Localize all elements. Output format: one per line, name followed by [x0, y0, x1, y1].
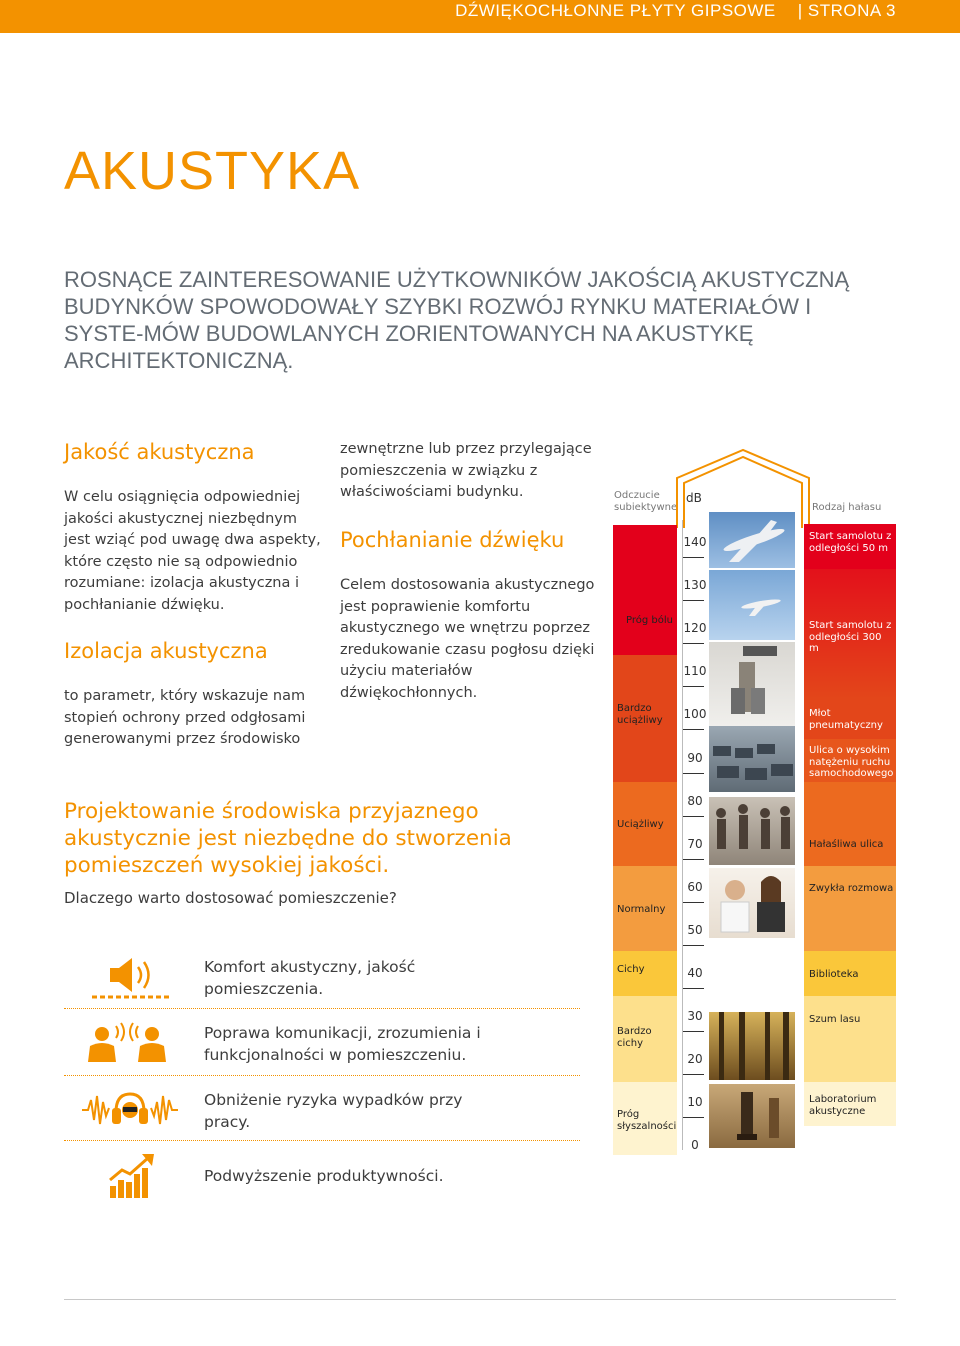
perception-label: Próg bólu	[626, 615, 673, 626]
speaker-icon	[82, 955, 178, 1015]
section-body-sound-insulation: to parametr, który wskazuje nam stopień ochrony przed odgłosami generowanymi przez środowisko	[64, 688, 306, 747]
db-tick-label: 0	[691, 1138, 699, 1153]
db-scale-axis	[682, 520, 683, 1150]
benefit-text-productivity: Podwyższenie produktywności.	[204, 1167, 444, 1185]
db-tick-mark	[682, 1031, 704, 1032]
noise-type-label: Zwykła rozmowa	[809, 883, 894, 894]
column-header-noise-type: Rodzaj hałasu	[812, 502, 882, 513]
perception-label: Próg słyszalności	[617, 1109, 677, 1132]
airplane-photo	[709, 570, 795, 640]
section-title-sound-absorption: Pochłanianie dźwięku	[340, 528, 565, 552]
perception-label: Normalny	[617, 904, 666, 915]
growth-chart-icon	[108, 1152, 204, 1212]
noise-band	[804, 782, 896, 866]
db-tick-mark	[682, 643, 704, 644]
section-title-acoustic-quality: Jakość akustyczna	[64, 440, 255, 464]
noise-type-label: Szum lasu	[809, 1014, 861, 1025]
db-tick-mark	[682, 600, 704, 601]
noise-type-label: Laboratorium akustyczne	[809, 1094, 877, 1117]
db-tick-label: 110	[683, 664, 707, 679]
db-tick-mark	[682, 1117, 704, 1118]
db-tick-label: 30	[687, 1009, 703, 1024]
header-text	[455, 0, 896, 33]
db-tick-label: 80	[687, 793, 703, 808]
section-body-sound-absorption: Celem dostosowania akustycznego jest poprawienie komfortu akustycznego we wnętrzu poprzez zredukowanie czasu pogłosu dzięki użyciu materiałów dźwiękochłonnych.	[340, 577, 595, 701]
db-tick-label: 100	[683, 707, 707, 722]
page-title: AKUSTYKA	[64, 141, 361, 201]
divider	[64, 1008, 580, 1009]
db-tick-mark	[682, 686, 704, 687]
divider	[64, 1140, 580, 1141]
conversation-photo	[709, 868, 795, 938]
page-number: | STRONA 3	[797, 1, 896, 20]
db-tick-label: 20	[687, 1052, 703, 1067]
db-tick-label: 60	[687, 879, 703, 894]
noise-type-label: Młot pneumatyczny	[809, 708, 883, 731]
db-tick-label: 140	[683, 535, 707, 549]
db-tick-mark	[682, 859, 704, 860]
db-tick-mark	[682, 816, 704, 817]
benefit-text-safety: Obniżenie ryzyka wypadków przy pracy.	[204, 1091, 463, 1131]
noise-type-label: Ulica o wysokim natężeniu ruchu samochodowego	[809, 745, 894, 779]
benefit-text-communication: Poprawa komunikacji, zrozumienia i funkcjonalności w pomieszczeniu.	[204, 1024, 481, 1064]
crowd-photo	[709, 797, 795, 865]
column-header-perception: Odczucie subiektywne	[614, 490, 678, 513]
callout-heading: Projektowanie środowiska przyjaznego akustycznie jest niezbędne do stworzenia pomieszczeń wysokiej jakości.	[64, 799, 512, 878]
lead-paragraph: ROSNĄCE ZAINTERESOWANIE UŻYTKOWNIKÓW JAKOŚCIĄ AKUSTYCZNĄ BUDYNKÓW SPOWODOWAŁY SZYBKI ROZWÓJ RYNKU MATERIAŁÓW I SYSTE-MÓW BUDOWLANYCH ZORIENTOWANYCH NA AKUSTYKĘ ARCHITEKTONICZNĄ.	[64, 267, 850, 373]
db-tick-mark	[682, 773, 704, 774]
traffic-photo	[709, 726, 795, 792]
db-tick-label: 40	[687, 966, 703, 980]
db-tick-mark	[682, 945, 704, 946]
column-header-db: dB	[686, 491, 702, 505]
db-tick-mark	[682, 902, 704, 903]
noise-band	[804, 996, 896, 1082]
perception-label: Uciążliwy	[617, 819, 664, 830]
db-tick-label: 10	[687, 1095, 703, 1110]
db-tick-mark	[682, 729, 704, 730]
people-talking-icon	[82, 1020, 178, 1080]
db-tick-label: 120	[683, 621, 707, 636]
perception-band-pain	[613, 525, 677, 655]
question-text: Dlaczego warto dostosować pomieszczenie?	[64, 889, 397, 907]
db-tick-label: 130	[683, 578, 707, 593]
acoustic-lab-photo	[709, 1084, 795, 1148]
document-title: DŹWIĘKOCHŁONNE PŁYTY GIPSOWE	[455, 1, 776, 20]
divider	[64, 1075, 580, 1076]
section-body-acoustic-quality: W celu osiągnięcia odpowiedniej jakości akustycznej niezbędnym jest wziąć pod uwagę dwa aspekty, które często nie są odpowiednio rozumiane: izolacja akustyczna i pochłanianie dźwięku.	[64, 489, 321, 613]
db-tick-mark	[682, 988, 704, 989]
db-tick-label: 50	[687, 922, 703, 937]
footer-divider	[64, 1299, 896, 1300]
jackhammer-photo	[709, 642, 795, 726]
benefit-text-comfort: Komfort akustyczny, jakość pomieszczenia.	[204, 958, 416, 998]
section-body-sound-insulation-cont: zewnętrzne lub przez przylegające pomieszczenia w związku z właściwościami budynku.	[340, 441, 592, 500]
header-bar	[0, 0, 960, 33]
db-tick-label: 90	[687, 750, 703, 765]
perception-label: Bardzo cichy	[617, 1026, 652, 1049]
perception-label: Cichy	[617, 964, 645, 975]
hearing-protection-icon	[82, 1088, 178, 1148]
forest-photo	[709, 1012, 795, 1080]
db-tick-label: 70	[687, 836, 703, 851]
db-tick-mark	[682, 557, 704, 558]
perception-label: Bardzo uciążliwy	[617, 703, 663, 726]
noise-type-label: Hałaśliwa ulica	[809, 839, 884, 850]
noise-type-label: Start samolotu z odległości 50 m	[809, 531, 892, 554]
noise-type-label: Biblioteka	[809, 969, 859, 980]
db-tick-mark	[682, 1074, 704, 1075]
airplane-photo	[709, 512, 795, 568]
noise-type-label: Start samolotu z odległości 300 m	[809, 620, 892, 654]
noise-band	[804, 866, 896, 951]
section-title-sound-insulation: Izolacja akustyczna	[64, 639, 268, 663]
